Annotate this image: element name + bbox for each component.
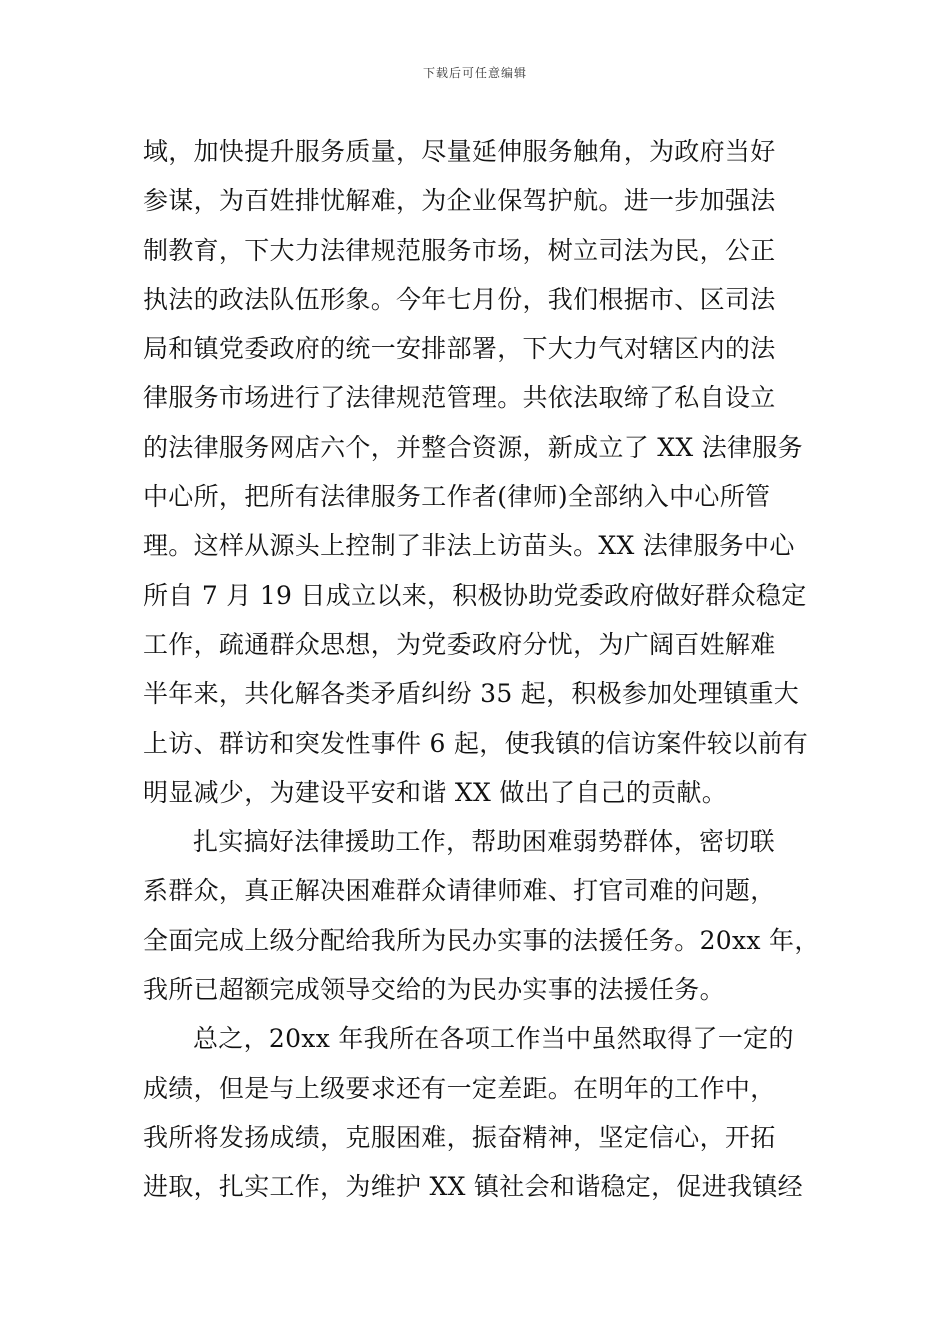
text-line: 我所已超额完成领导交给的为民办实事的法援任务。 xyxy=(143,975,725,1005)
text-line: 工作，疏通群众思想，为党委政府分忧，为广阔百姓解难 xyxy=(143,629,776,659)
text-line: 中心所，把所有法律服务工作者(律师)全部纳入中心所管 xyxy=(143,482,771,512)
text-line: 所自 7 月 19 日成立以来，积极协助党委政府做好群众稳定 xyxy=(143,580,807,610)
text-line: 上访、群访和突发性事件 6 起，使我镇的信访案件较以前有 xyxy=(143,728,809,758)
paragraph-first-line: 总之，20xx 年我所在各项工作当中虽然取得了一定的 xyxy=(193,1024,794,1054)
text-line: 局和镇党委政府的统一安排部署，下大力气对辖区内的法 xyxy=(143,334,776,364)
text-line: 律服务市场进行了法律规范管理。共依法取缔了私自设立 xyxy=(143,383,776,413)
text-line: 的法律服务网店六个，并整合资源，新成立了 XX 法律服务 xyxy=(143,432,803,462)
text-line: 执法的政法队伍形象。今年七月份，我们根据市、区司法 xyxy=(143,284,776,314)
text-line: 进取，扎实工作，为维护 XX 镇社会和谐稳定，促进我镇经 xyxy=(143,1172,803,1202)
text-line: 理。这样从源头上控制了非法上访苗头。XX 法律服务中心 xyxy=(143,531,795,561)
text-line: 制教育，下大力法律规范服务市场，树立司法为民，公正 xyxy=(143,235,776,265)
text-line: 域，加快提升服务质量，尽量延伸服务触角，为政府当好 xyxy=(143,137,776,166)
page-header-note: 下载后可任意编辑 xyxy=(422,66,527,80)
text-line: 半年来，共化解各类矛盾纠纷 35 起，积极参加处理镇重大 xyxy=(143,679,800,709)
text-line: 我所将发扬成绩，克服困难，振奋精神，坚定信心，开拓 xyxy=(143,1122,776,1152)
paragraph-first-line: 扎实搞好法律援助工作，帮助困难弱势群体，密切联 xyxy=(193,827,775,857)
text-line: 成绩，但是与上级要求还有一定差距。在明年的工作中， xyxy=(143,1073,776,1103)
text-line: 参谋，为百姓排忧解难，为企业保驾护航。进一步加强法 xyxy=(143,186,776,216)
document-body xyxy=(143,127,833,1212)
text-line: 明显减少，为建设平安和谐 XX 做出了自己的贡献。 xyxy=(143,777,727,807)
text-line: 系群众，真正解决困难群众请律师难、打官司难的问题， xyxy=(143,876,776,906)
text-line: 全面完成上级分配给我所为民办实事的法援任务。20xx 年， xyxy=(143,925,820,955)
